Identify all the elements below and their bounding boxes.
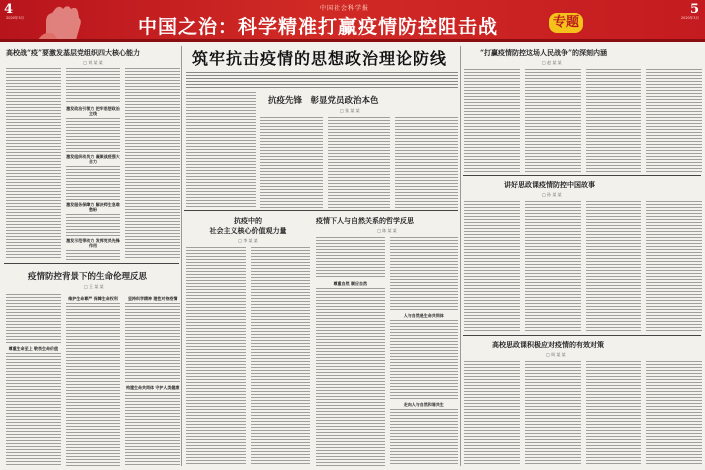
issue-date-right: 2020年3月: [680, 16, 699, 20]
section-rule: [463, 335, 701, 336]
article-body-column: [66, 303, 121, 466]
article-body-column: [251, 247, 311, 465]
article-body-column: [464, 69, 520, 172]
article-subheading: 走向人与自然和谐共生: [390, 400, 459, 409]
article-lead-body: [186, 92, 256, 207]
article-body-column: [586, 361, 642, 466]
article-body-column: [525, 69, 581, 172]
article-subheading: 激发服务保障力 解决师生急难愁盼: [66, 202, 120, 212]
article-body-column: [646, 69, 702, 172]
article-core-values: [186, 216, 310, 466]
article-body-column: [186, 92, 256, 207]
article-body-column: [316, 237, 385, 279]
article-body-column: [525, 201, 581, 332]
special-banner: [0, 0, 705, 42]
section-rule: [463, 175, 701, 176]
article-subheading: 激发政治引领力 把牢思想政治主线: [66, 106, 120, 116]
column-rule: [460, 46, 461, 466]
article-body-column: [316, 288, 385, 466]
article-byline: □ 孙 某 某: [542, 192, 562, 197]
article-subheading: 人与自然是生命共同体: [390, 311, 459, 320]
article-body-column: [66, 118, 121, 152]
article-subheading: 尊重生命至上 敬畏生命价值: [6, 344, 61, 353]
article-body-column: [6, 68, 61, 260]
lead-article-title: 筑牢抗击疫情的思想政治理论防线: [192, 49, 448, 68]
article-body-column: [125, 303, 180, 383]
article-body-column: [395, 117, 458, 208]
article-body-column: [464, 201, 520, 332]
article-body-column: [390, 237, 459, 311]
article-title-line1: 抗疫中的: [234, 216, 262, 225]
article-byline: □ 李 某 某: [238, 238, 258, 243]
article-byline: □ 刘 某 某: [83, 60, 103, 65]
article-byline: □ 王 某 某: [84, 284, 104, 289]
section-rule: [184, 210, 458, 211]
article-body-column: [66, 250, 121, 260]
banner-stripe: [0, 39, 705, 42]
article-body-column: [6, 353, 61, 466]
article-ideological-courses: [464, 340, 702, 466]
article-byline: □ 陈 某 某: [377, 228, 397, 233]
article-body-column: [66, 214, 121, 236]
page-number-right: 5: [689, 2, 699, 17]
article-title: “打赢疫情防控这场人民战争”的深刻内涵: [480, 48, 608, 57]
article-subheading: 激发组织动员力 凝聚战疫强大合力: [66, 154, 120, 164]
article-life-ethics: [6, 270, 180, 466]
article-subheading: 尊重自然 顺应自然: [316, 279, 385, 288]
article-title: 抗疫先锋 彰显党员政治本色: [268, 96, 379, 106]
newspaper-name: 中国社会科学报: [320, 5, 370, 12]
article-party-organization: [6, 48, 180, 260]
raised-fist-icon: [34, 4, 88, 40]
article-lead: [186, 46, 458, 88]
article-byline: □ 赵 某 某: [542, 60, 562, 65]
article-byline: □ 张 某 某: [340, 108, 360, 113]
article-body-column: [186, 247, 246, 465]
article-subheading: 坚持科学精神 理性对待疫情: [125, 294, 180, 303]
column-rule: [181, 46, 182, 466]
article-human-nature: [316, 216, 458, 466]
article-body-column: [390, 320, 459, 400]
article-title: 高校战“疫”要激发基层党组织四大核心能力: [6, 48, 141, 57]
article-party-members: [260, 94, 458, 208]
section-rule: [4, 263, 179, 264]
article-body-column: [525, 361, 581, 466]
issue-date-left: 2020年3月: [6, 16, 25, 20]
article-peoples-war: [464, 48, 702, 172]
article-body-column: [66, 68, 121, 104]
article-body-column: [328, 117, 391, 208]
article-subheading: 构建生命共同体 守护人类健康: [125, 385, 180, 390]
article-body-column: [66, 166, 121, 200]
article-body-column: [390, 409, 459, 466]
special-topic-title: 中国之治：科学精准打赢疫情防控阻击战: [138, 16, 499, 38]
special-topic-badge: 专题: [549, 13, 583, 33]
article-body-column: [125, 392, 180, 466]
article-body-column: [260, 117, 323, 208]
article-body-column: [586, 69, 642, 172]
article-subheading: 维护生命尊严 保障生命权利: [66, 294, 121, 303]
article-china-story: [464, 180, 702, 332]
article-body-column: [125, 68, 180, 260]
lead-article-intro: [186, 72, 458, 88]
article-title: 疫情下人与自然关系的哲学反思: [316, 216, 414, 225]
article-title-line2: 社会主义核心价值观力量: [209, 226, 287, 235]
article-body-column: [646, 361, 702, 466]
article-byline: □ 周 某 某: [546, 352, 566, 357]
article-body-column: [464, 361, 520, 466]
article-body-column: [586, 201, 642, 332]
page-number-left: 4: [4, 2, 14, 17]
article-title: 疫情防控背景下的生命伦理反思: [28, 272, 148, 282]
article-title: 高校思政课积极应对疫情的有效对策: [492, 340, 604, 349]
article-subheading: 激发示范带动力 发挥党员先锋作用: [66, 238, 120, 248]
article-title: 讲好思政课疫情防控中国故事: [504, 180, 595, 189]
article-body-column: [646, 201, 702, 332]
article-body-column: [6, 294, 61, 344]
